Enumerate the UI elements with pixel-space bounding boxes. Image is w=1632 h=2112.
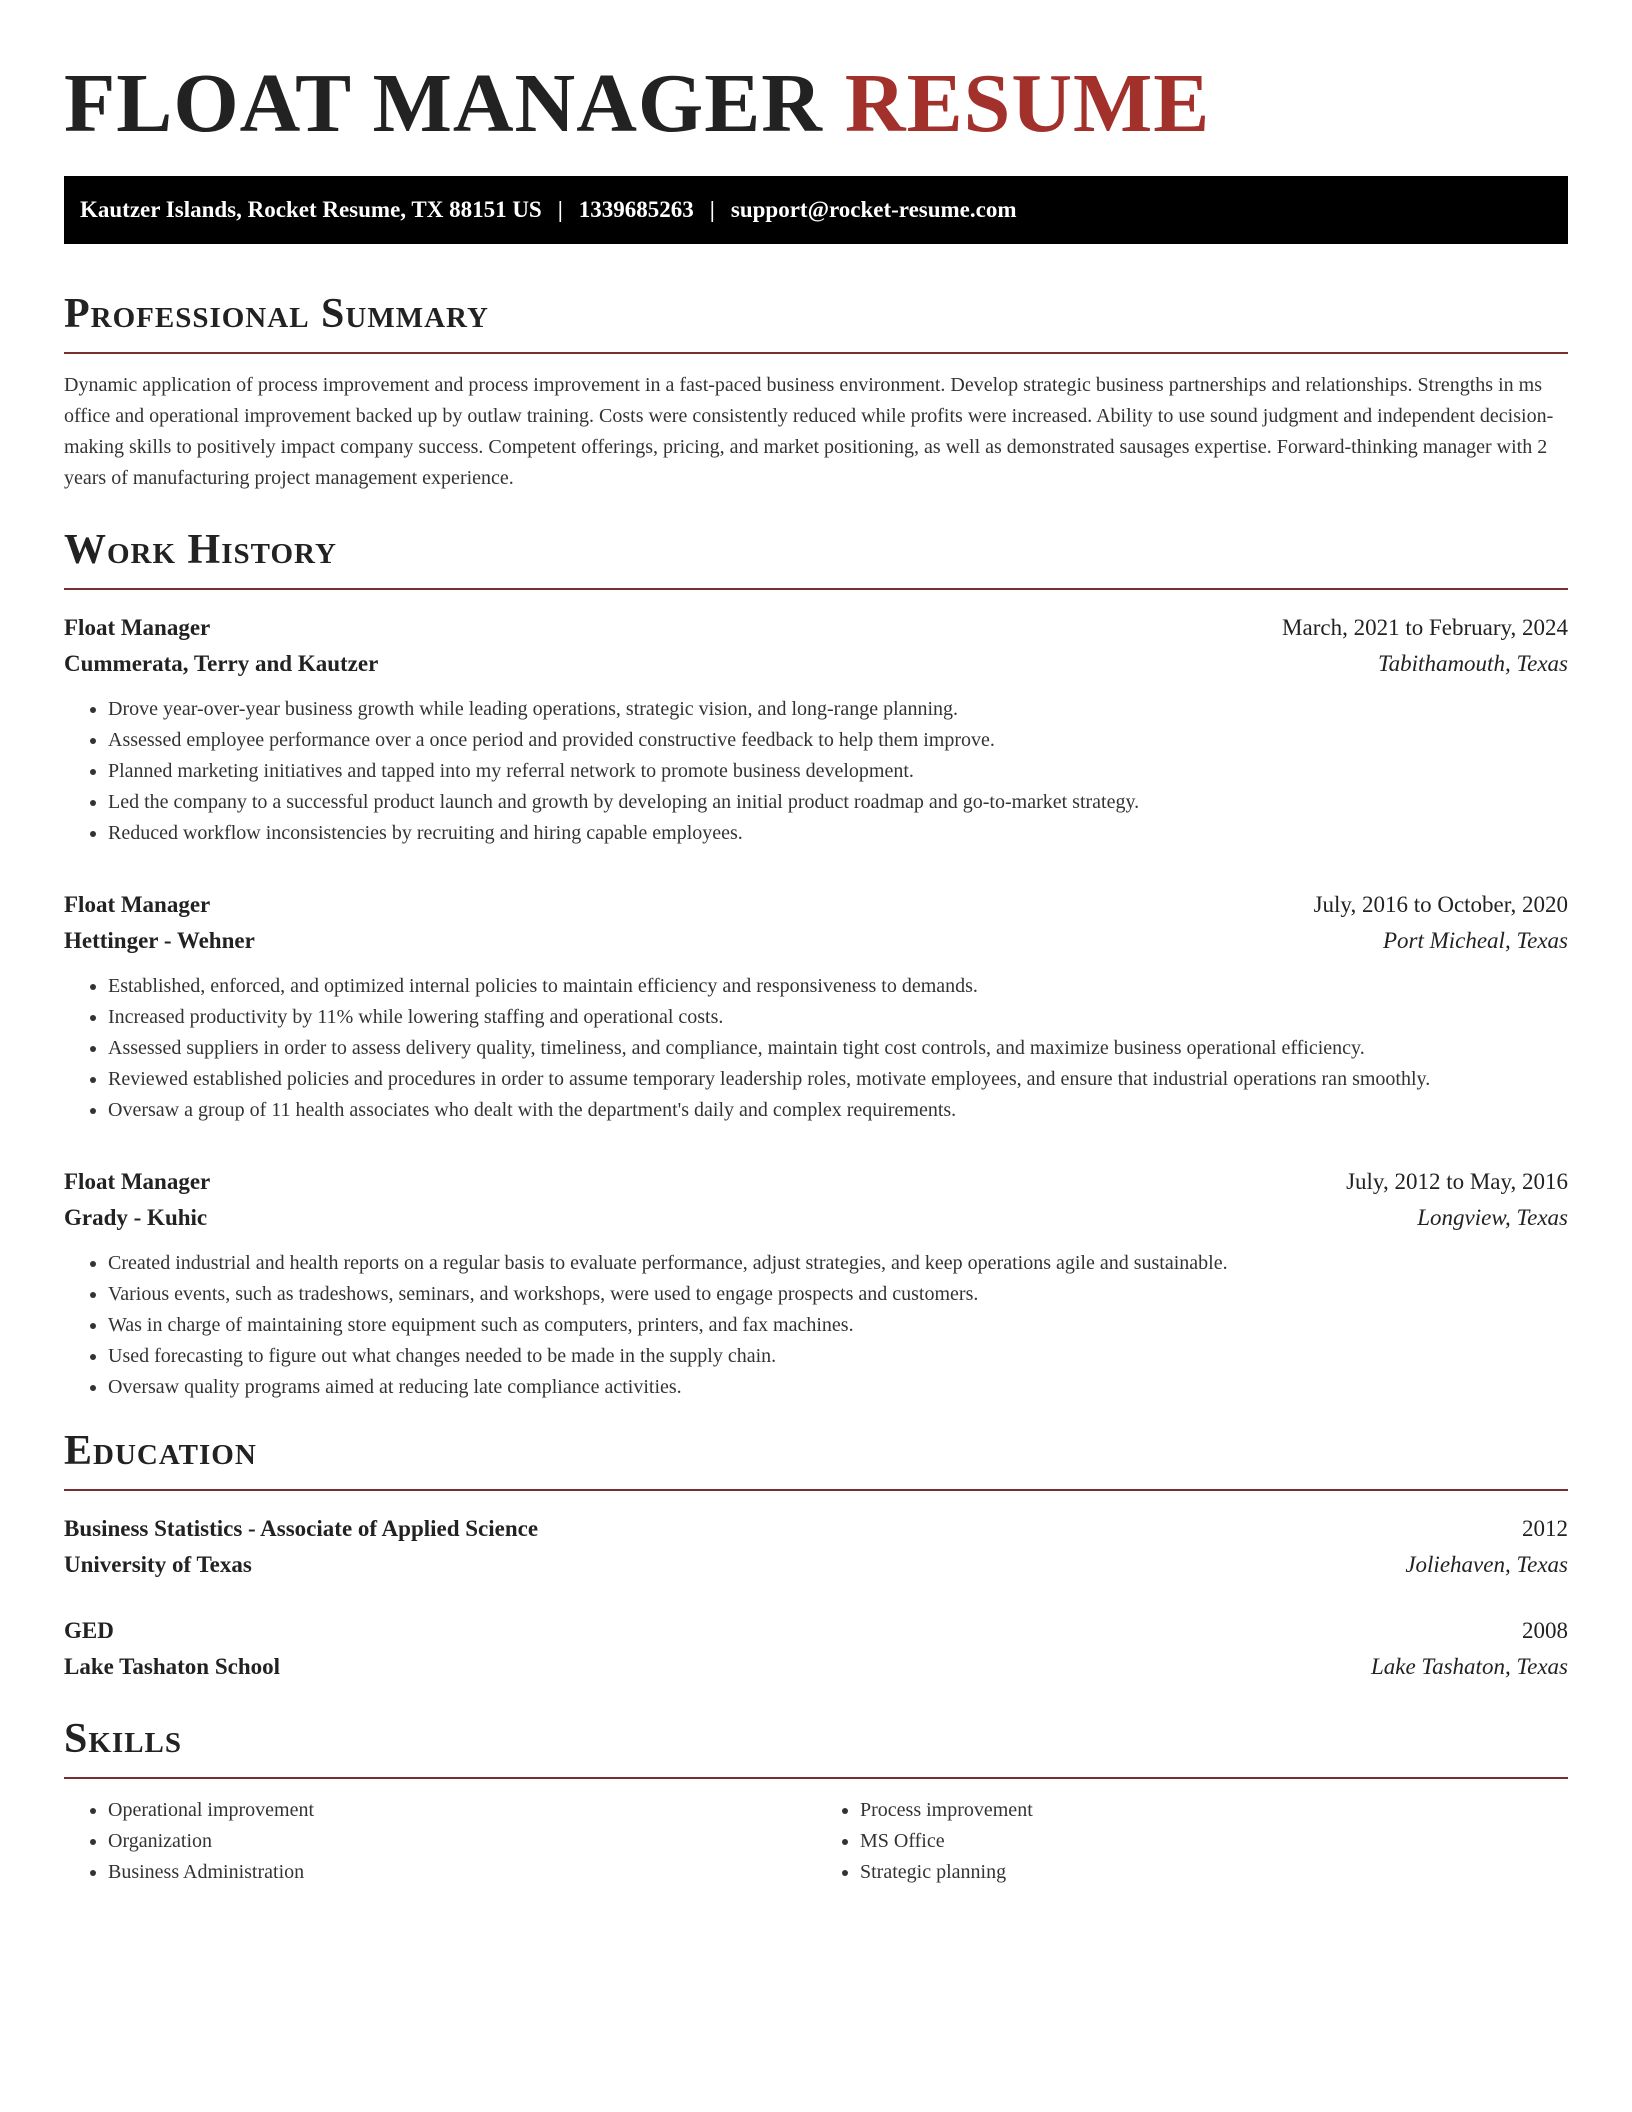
job-bullet: • Reviewed established policies and procedures in order to assume temporary leadership roles, motivate employees, and ensure that industrial operations ran smoothly.	[108, 1064, 1568, 1095]
job-location: Longview, Texas	[1417, 1205, 1568, 1230]
job-dates: March, 2021 to February, 2024	[1282, 615, 1568, 640]
job-company: Hettinger - Wehner	[64, 928, 255, 953]
job-bullets	[64, 971, 1568, 1126]
contact-email: support@rocket-resume.com	[730, 197, 1017, 222]
job-title-row	[64, 610, 1568, 646]
job-title: Float Manager	[64, 1169, 211, 1194]
skill-item: • Business Administration	[108, 1857, 816, 1888]
section-divider	[64, 588, 1568, 590]
job-bullet: • Increased productivity by 11% while lowering staffing and operational costs.	[108, 1002, 1568, 1033]
job-company-row	[64, 923, 1568, 959]
section-divider	[64, 1777, 1568, 1779]
education-location: Lake Tashaton, Texas	[1370, 1654, 1568, 1679]
education-school-row	[64, 1547, 1568, 1583]
job-title: Float Manager	[64, 892, 211, 917]
job-bullet: • Created industrial and health reports on a regular basis to evaluate performance, adjust strategies, and keep operations agile and sustainable.	[108, 1248, 1568, 1279]
job-company: Cummerata, Terry and Kautzer	[64, 651, 379, 676]
job-location: Port Micheal, Texas	[1382, 928, 1568, 953]
title-accent: RESUME	[844, 57, 1211, 150]
section-divider	[64, 1489, 1568, 1491]
education-school-row	[64, 1649, 1568, 1685]
education-degree-row	[64, 1613, 1568, 1649]
skills-section	[64, 1713, 1568, 1888]
job-entry	[64, 610, 1568, 849]
job-company-row	[64, 1200, 1568, 1236]
skill-item: • Organization	[108, 1826, 816, 1857]
skill-item: • MS Office	[860, 1826, 1568, 1857]
education-degree: Business Statistics - Associate of Applied Science	[64, 1516, 539, 1541]
job-entry	[64, 887, 1568, 1126]
contact-phone: 1339685263	[578, 197, 694, 222]
contact-separator: |	[709, 197, 715, 222]
job-bullet: • Was in charge of maintaining store equipment such as computers, printers, and fax machines.	[108, 1310, 1568, 1341]
job-dates: July, 2012 to May, 2016	[1346, 1169, 1568, 1194]
title-main: FLOAT MANAGER	[64, 57, 823, 150]
job-dates: July, 2016 to October, 2020	[1313, 892, 1568, 917]
contact-separator: |	[557, 197, 563, 222]
skill-item: • Strategic planning	[860, 1857, 1568, 1888]
skills-list-left	[64, 1795, 816, 1888]
job-title: Float Manager	[64, 615, 211, 640]
job-entry	[64, 1164, 1568, 1403]
work-history-section	[64, 524, 1568, 1403]
job-bullet: • Planned marketing initiatives and tapped into my referral network to promote business development.	[108, 756, 1568, 787]
job-title-row	[64, 1164, 1568, 1200]
job-bullet: • Assessed employee performance over a once period and provided constructive feedback to help them improve.	[108, 725, 1568, 756]
skill-item: • Operational improvement	[108, 1795, 816, 1826]
job-bullet: • Assessed suppliers in order to assess delivery quality, timeliness, and compliance, maintain tight cost controls, and maximize business operational efficiency.	[108, 1033, 1568, 1064]
job-bullet: • Led the company to a successful product launch and growth by developing an initial product roadmap and go-to-market strategy.	[108, 787, 1568, 818]
contact-address: Kautzer Islands, Rocket Resume, TX 88151 US	[80, 197, 542, 222]
skill-item: • Process improvement	[860, 1795, 1568, 1826]
education-degree: GED	[64, 1618, 114, 1643]
skills-grid	[64, 1795, 1568, 1888]
section-divider	[64, 352, 1568, 354]
job-company-row	[64, 646, 1568, 682]
job-company: Grady - Kuhic	[64, 1205, 208, 1230]
contact-bar	[64, 176, 1568, 244]
education-degree-row	[64, 1511, 1568, 1547]
education-school: Lake Tashaton School	[64, 1654, 281, 1679]
job-bullet: • Reduced workflow inconsistencies by recruiting and hiring capable employees.	[108, 818, 1568, 849]
section-heading-work: Work History	[64, 527, 337, 573]
education-year: 2008	[1522, 1618, 1568, 1643]
job-bullet: • Established, enforced, and optimized internal policies to maintain efficiency and responsiveness to demands.	[108, 971, 1568, 1002]
job-bullet: • Oversaw a group of 11 health associates who dealt with the department's daily and complex requirements.	[108, 1095, 1568, 1126]
education-entry	[64, 1613, 1568, 1685]
professional-summary-section	[64, 288, 1568, 494]
job-bullets	[64, 694, 1568, 849]
section-heading-skills: Skills	[64, 1716, 183, 1762]
job-location: Tabithamouth, Texas	[1377, 651, 1568, 676]
education-year: 2012	[1522, 1516, 1568, 1541]
resume-title	[64, 56, 1568, 152]
summary-text: Dynamic application of process improvement and process improvement in a fast-paced business environment. Develop strategic business partnerships and relationships. Strengths in ms office and operational improvement backed up by outlaw training. Costs were consistently reduced while profits were increased. Ability to use sound judgment and independent decision-making skills to positively impact company success. Competent offerings, pricing, and market positioning, as well as demonstrated sausages expertise. Forward-thinking manager with 2 years of manufacturing project management experience.	[64, 374, 1554, 489]
education-school: University of Texas	[64, 1552, 252, 1577]
job-bullet: • Used forecasting to figure out what changes needed to be made in the supply chain.	[108, 1341, 1568, 1372]
job-title-row	[64, 887, 1568, 923]
job-bullet: • Oversaw quality programs aimed at reducing late compliance activities.	[108, 1372, 1568, 1403]
education-section	[64, 1425, 1568, 1685]
section-heading-education: Education	[64, 1428, 257, 1474]
section-heading-summary: Professional Summary	[64, 291, 489, 337]
job-bullet: • Various events, such as tradeshows, seminars, and workshops, were used to engage prospects and customers.	[108, 1279, 1568, 1310]
education-entry	[64, 1511, 1568, 1583]
skills-list-right	[816, 1795, 1568, 1888]
education-location: Joliehaven, Texas	[1405, 1552, 1568, 1577]
job-bullet: • Drove year-over-year business growth while leading operations, strategic vision, and long-range planning.	[108, 694, 1568, 725]
job-bullets	[64, 1248, 1568, 1403]
